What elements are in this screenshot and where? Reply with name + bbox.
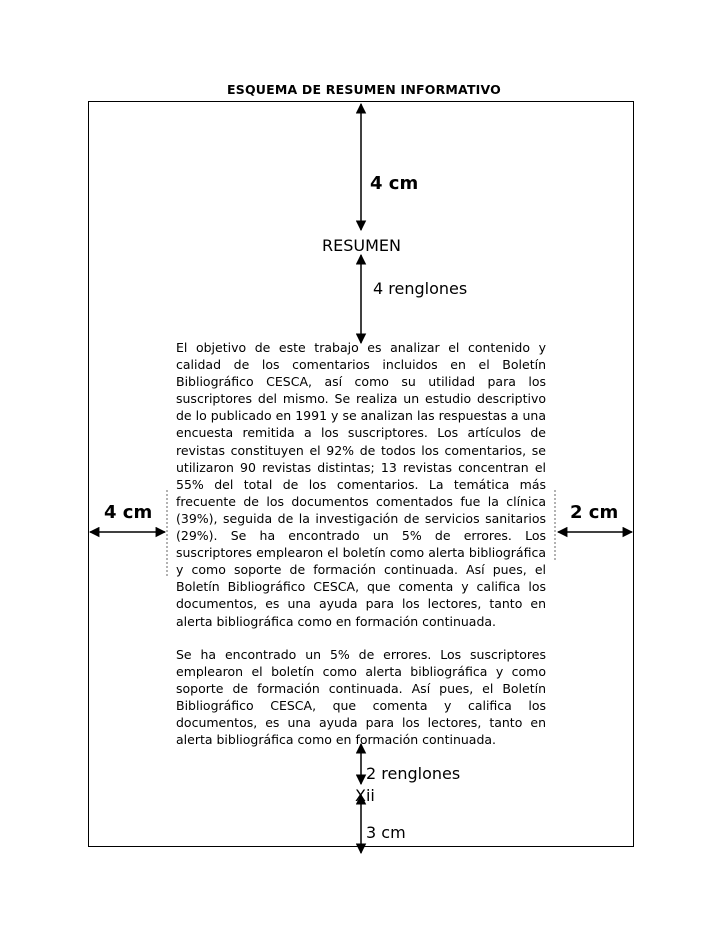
left-margin-label: 4 cm xyxy=(104,502,153,523)
document-title: ESQUEMA DE RESUMEN INFORMATIVO xyxy=(227,82,501,97)
abstract-paragraph-2: Se ha encontrado un 5% de errores. Los suscriptores emplearon el boletín como alerta bibliográfica y como soporte de formación continuada. Así pues, el Boletín Bibliográfico CESCA, que comenta y califica los documentos, es una ayuda para los lectores, tanto en alerta bibliográfica como en formación continuada. xyxy=(176,646,546,748)
right-margin-label: 2 cm xyxy=(570,502,619,523)
bottom-lines-label: 2 renglones xyxy=(366,764,461,783)
abstract-paragraph-1: El objetivo de este trabajo es analizar el contenido y calidad de los comentarios incluidos en el Boletín Bibliográfico CESCA, así como su utilidad para los suscriptores del mismo. Se realiza un estudio descriptivo de lo publicado en 1991 y se analizan las respuestas a una encuesta remitida a los suscriptores. Los artículos de revistas constituyen el 92% de todos los comentarios, se utilizaron 90 revistas distintas; 13 revistas concentran el 55% del total de los comentarios. La temática más frecuente de los documentos comentados fue la clínica (39%), seguida de la investigación de servicios sanitarios (29%). Se ha encontrado un 5% de errores. Los suscriptores emplearon el boletín como alerta bibliográfica y como soporte de formación continuada. Así pues, el Boletín Bibliográfico CESCA, que comenta y califica los documentos, es una ayuda para los lectores, tanto en alerta bibliográfica como en formación continuada. xyxy=(176,340,546,629)
abstract-body xyxy=(176,339,546,748)
resumen-heading: RESUMEN xyxy=(322,236,401,255)
top-margin-label: 4 cm xyxy=(370,173,419,194)
bottom-margin-label: 3 cm xyxy=(366,823,406,842)
page-number: Xii xyxy=(355,786,375,805)
top-lines-label: 4 renglones xyxy=(373,279,468,298)
